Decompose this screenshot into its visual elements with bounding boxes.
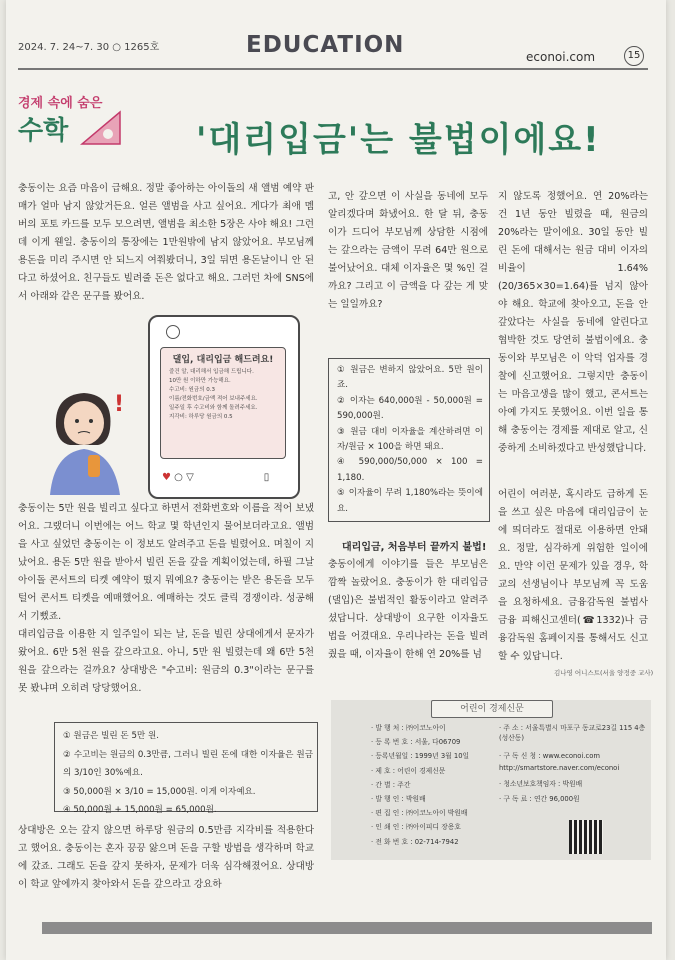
page-number: 15 [624, 46, 644, 66]
masthead-row: · 등 록 번 호 : 서울, 다06709 [371, 738, 461, 747]
masthead-right [499, 722, 647, 807]
worried-child-icon [36, 375, 131, 495]
story-part-4: 충동이에게 이야기를 들은 부모님은 깜짝 놀랐어요. 충동이가 한 대리입금(댈입)은 불법적인 활동이라고 알려주셨답니다. 상대방이 요구한 이자율도 법을 어겼대요. 우리나라는 돈을 빌려줬을 때, 이자율이 한해 연 20%를 넘 [328, 559, 488, 660]
masthead-row: · 청소년보호책임자 : 박원배 [499, 780, 583, 789]
sms-ad [160, 347, 286, 459]
sms-line: 이름/전화번호/금액 적어 보내주세요. [169, 396, 258, 402]
headline: '대리입금'는 불법이에요! [196, 120, 601, 160]
calculation-box-2: ① 원금은 변하지 않았어요. 5만 원이죠. ② 이자는 640,000원 - 50,000원 = 590,000원. ③ 원금 대비 이자율을 계산하려면 이자/원금 × 100을 하면 돼요. ④ 590,000/50,000 × 100 = 1,180. ⑤ 이자율이 무려 1,180%라는 뜻이에요. [328, 358, 490, 522]
masthead-row: · 제 호 : 어린이 경제신문 [371, 766, 446, 775]
masthead-row: http://smartstore.naver.com/econoi [499, 764, 620, 773]
newspaper-page [6, 0, 666, 960]
masthead-row: · 등록년월일 : 1999년 3월 10일 [371, 752, 470, 761]
intro-paragraph: 충동이는 요즘 마음이 급해요. 정말 좋아하는 아이돌의 새 앨범 예약 판매가 얼마 남지 않았거든요. 얼른 앨범을 사고 싶어요. 게다가 최애 멤버의 포토 카드를 모두 모으려면, 앨범을 최소한 5장은 사야 해요! 그런데 이게 웬일. 충동이의 통장에는 1만원밖에 남지 않았어요. 부모님께 용돈을 미리 주시면 안 되느지 여쭤봤더니, 3일 뒤면 용돈날이니 안 된다고 하셨어요. 친구들도 빌려줄 돈은 없다고 해요. 그러던 차에 SNS에서 아래와 같은 문구를 봤어요. [18, 183, 314, 302]
sms-line: 일주일 후 수고비와 함께 돌려주세요. [169, 405, 258, 411]
illustration [18, 305, 314, 500]
child-illustration [36, 375, 131, 495]
logo-subtitle: 경제 속에 숨은 [18, 96, 103, 111]
comment-icon: ○ [174, 472, 183, 483]
sms-line: 10만 원 이하만 가능해요. [169, 378, 231, 384]
lock-icon [166, 325, 180, 339]
svg-text:!: ! [114, 392, 125, 417]
subheading: 대리입금, 처음부터 끝까지 불법! [342, 542, 487, 553]
share-icon: ▽ [186, 472, 194, 483]
footer-bar [42, 922, 652, 934]
story-part-2: 상대방은 오는 갚지 않으면 하루당 원금의 0.5만큼 지각비를 적용한다고 했어요. 충동이는 혼자 끙끙 앓으며 돈을 구할 방법을 생각하며 학교에 갔죠. 그래도 돈을 갚지 못하자, 문제가 더욱 심각해졌어요. 상대방이 학교 앞에까지 찾아와서 돈을 갚으라고 강요하 [18, 825, 314, 890]
masthead-row: · 전 화 번 호 : 02-714-7942 [371, 837, 459, 846]
masthead-left [371, 722, 511, 850]
sms-line: 수고비: 원금의 0.3 [169, 387, 215, 393]
qr-code-icon [569, 820, 603, 854]
masthead-row: · 구 독 신 청 : www.econoi.com [499, 752, 601, 760]
phone-screen [148, 315, 300, 499]
story-part-1: 충동이는 5만 원을 빌리고 싶다고 하면서 전화번호와 이름을 적어 보냈어요. 그랬더니 이번에는 어느 학교 몇 학년인지 물어보더라고요. 앨범을 사고 싶었던 충동이는 이 정보도 알려주고 돈을 빌렸어요. 며칠이 지났어요. 용돈 5만 원을 받아서 빌린 돈을 갚을 계획이었는데, 하필 그날 아이돌 콘서트의 티켓 예약이 떴지 뭐예요? 충동이는 받은 용돈을 모두 털어 콘서트 티켓을 예매했어요. 예매하는 것도 클릭 경쟁이라. 성공해서 기뻤죠. 대리입금을 이용한 지 일주일이 되는 날, 돈을 빌린 상대에게서 문자가 왔어요. 6만 5천 원을 갚으라고요. 아니, 5만 원 빌렸는데 왜 6만 5천 원을 갚으라는 걸까요? 상대방은 "수고비: 원금의 0.3"이라는 문구를 못 봤냐며 오히려 당당했어요. [18, 503, 314, 694]
byline: 김나영 어니스트(서울 양정중 교사) [554, 669, 654, 677]
masthead-row: · 인 쇄 인 : ㈜아이피디 장용호 [371, 823, 461, 832]
advice-paragraph: 어린이 여러분, 혹시라도 급하게 돈을 쓰고 싶은 마음에 대리입금이 눈에 띄더라도 절대로 이용하면 안돼요. 정말, 심각하게 위험한 일이에요. 만약 이런 문제가 있을 경우, 학교의 선생님이나 부모님께 꼭 도움을 요청하세요. 금융감독원 불법사금융 피해신고센터(☎1332)나 금융감독원 홈페이지를 통해서도 신고할 수 있답니다. [498, 489, 648, 662]
issue-date: 2024. 7. 24~7. 30 ○ 1265호 [18, 42, 160, 53]
social-icons [162, 472, 269, 483]
story-part-5: 지 않도록 정했어요. 연 20%라는 건 1년 동안 빌렸을 때, 원금의 20%라는 말이에요. 30일 동안 빌린 돈에 대해서는 원금 대비 이자의 비율이 1.64%(20/365×30=1.64)를 넘지 않아야 해요. 학교에 찾아오고, 돈을 안 갚았다는 사실을 동네에 알린다고 협박한 것도 당연히 불법이에요. 충동이와 부모님은 이 악덕 업자를 경찰에 신고했어요. 그렇지만 충동이는 마음고생을 많이 했고, 콘서트는 아예 가지도 못했어요. 이번 일을 통해 충동이는 경제를 제대로 알고, 신중하게 소비하겠다고 반성했답니다. [498, 191, 648, 454]
masthead-row: · 발 행 처 : ㈜이코노아이 [371, 724, 446, 732]
sms-line: 즐건 알, 대리해서 입금해 드립니다. [169, 369, 254, 375]
sms-line: 지각비: 하루당 원금의 0.5 [169, 414, 233, 420]
site-url: econoi.com [526, 50, 596, 64]
masthead-row: · 간 별 : 주간 [371, 780, 411, 789]
calculation-box-1: ① 원금은 빌린 돈 5만 원. ② 수고비는 원금의 0.3만큼, 그러니 빌린 돈에 대한 이자율은 원금의 3/10인 30%예요. ③ 50,000원 × 3/10 = 15,000원. 이게 이자예요. ④ 50,000원 + 15,000원 = 65,000원. [54, 722, 318, 812]
sms-title: 댈입, 대리입금 해드려요! [172, 355, 274, 365]
bookmark-icon: ▯ [263, 472, 270, 483]
masthead-row: · 구 독 료 : 연간 96,000원 [499, 794, 580, 803]
section-title: EDUCATION [246, 32, 405, 58]
sms-body [169, 368, 279, 422]
masthead-box [331, 700, 651, 860]
masthead-row: · 편 집 인 : ㈜이코노아이 박원배 [371, 809, 468, 818]
header-rule [18, 68, 648, 70]
ruler-triangle-icon [80, 108, 126, 148]
logo-title: 수학 [18, 116, 69, 146]
masthead-row: · 발 행 인 : 박원배 [371, 794, 426, 803]
masthead-row: · 주 소 : 서울특별시 마포구 동교로23길 115 4층(성산동) [499, 724, 646, 742]
heart-icon: ♥ [162, 472, 171, 483]
series-logo [18, 92, 128, 152]
masthead-title: 어린이 경제신문 [431, 700, 553, 718]
story-part-3: 고, 안 갚으면 이 사실을 동네에 모두 알리겠다며 화냈어요. 한 달 뒤, 충동이가 드디어 부모님께 상담한 시점에는 갚으라는 금액이 무려 64만 원으로 불어났어요. 대체 이자율은 몇 %인 걸까요? 그리고 이 금액을 다 갚는 게 맞는 일일까요? [328, 191, 488, 310]
